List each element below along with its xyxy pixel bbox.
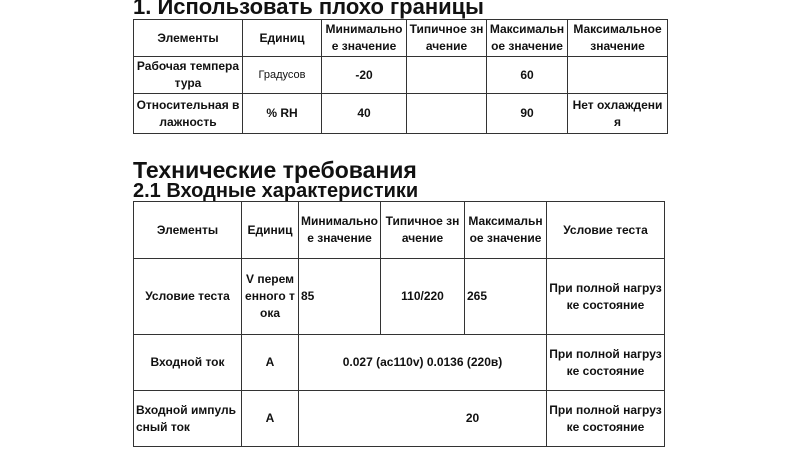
table-cell: 110/220	[381, 259, 465, 335]
table-header-row	[134, 202, 665, 259]
table-cell: Входной ток	[134, 335, 242, 391]
section2-title: Технические требования	[133, 157, 417, 183]
operating-conditions-table	[133, 19, 668, 134]
table-row	[134, 259, 665, 335]
table-cell	[407, 57, 487, 94]
table-cell: При полной нагрузке состояние	[547, 391, 665, 447]
header-cell: Элементы	[134, 20, 243, 57]
table-cell	[299, 391, 547, 447]
table-cell: -20	[322, 57, 407, 94]
merged-value: 20	[465, 411, 480, 425]
table-cell: 0.027 (ac110v) 0.0136 (220в)	[299, 335, 547, 391]
table-cell: A	[242, 335, 299, 391]
table-cell: 40	[322, 94, 407, 134]
section1-title: 1. Использовать плохо границы	[133, 0, 484, 19]
table-cell: Входной импульсный ток	[134, 391, 242, 447]
table-cell: Рабочая температура	[134, 57, 243, 94]
table-row	[134, 94, 668, 134]
header-cell: Максимальное значение	[465, 202, 547, 259]
header-cell: Единиц	[242, 202, 299, 259]
table-cell: A	[242, 391, 299, 447]
table-header-row	[134, 20, 668, 57]
table-cell: 60	[487, 57, 568, 94]
table-cell: % RH	[243, 94, 322, 134]
table-cell: 85	[299, 259, 381, 335]
header-cell: Единиц	[243, 20, 322, 57]
table-cell: Относительная влажность	[134, 94, 243, 134]
table-row	[134, 391, 665, 447]
table-cell: Условие теста	[134, 259, 242, 335]
table-cell: 265	[465, 259, 547, 335]
table-cell: Нет охлаждения	[568, 94, 668, 134]
section2-subtitle: 2.1 Входные характеристики	[133, 180, 419, 202]
table-cell: При полной нагрузке состояние	[547, 335, 665, 391]
header-cell: Типичное значение	[407, 20, 487, 57]
header-cell: Элементы	[134, 202, 242, 259]
header-cell: Условие теста	[547, 202, 665, 259]
table-row	[134, 57, 668, 94]
table-cell: V переменного тока	[242, 259, 299, 335]
header-cell: Минимальное значение	[322, 20, 407, 57]
table-cell: При полной нагрузке состояние	[547, 259, 665, 335]
table-cell	[568, 57, 668, 94]
header-cell: Типичное значение	[381, 202, 465, 259]
header-cell: Максимальное значение	[568, 20, 668, 57]
table-cell	[407, 94, 487, 134]
header-cell: Максимальное значение	[487, 20, 568, 57]
table-row	[134, 335, 665, 391]
table-cell: Градусов	[243, 57, 322, 94]
table-cell: 90	[487, 94, 568, 134]
input-characteristics-table	[133, 201, 665, 447]
header-cell: Минимальное значение	[299, 202, 381, 259]
